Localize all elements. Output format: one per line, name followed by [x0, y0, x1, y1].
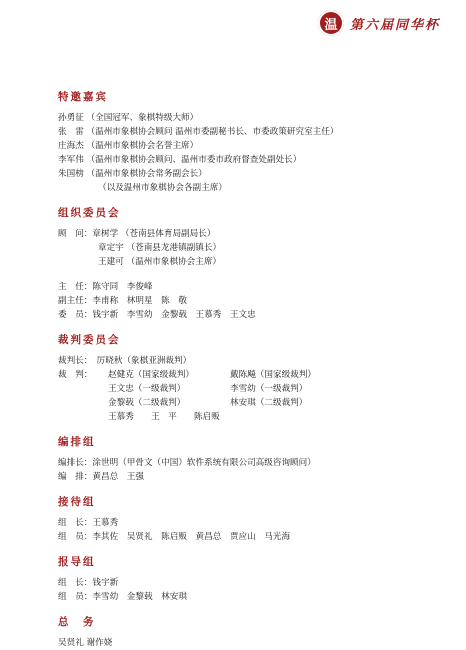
referee-cell: 李雪幼（一级裁判） [230, 384, 308, 394]
general-affairs-line: 吴贤礼 谢作娆 [58, 638, 113, 648]
guest-line: （以及温州市象棋协会各副主席） [98, 183, 227, 193]
section-title-organizing: 组织委员会 [58, 207, 121, 219]
advisor-line [58, 227, 458, 241]
committee-line: 委 员：钱宇新 李雪幼 金黎载 王慕秀 王文忠 [58, 310, 256, 320]
reporting-line: 组 员：李雪幼 金黎载 林安琪 [58, 592, 187, 602]
section-title-reception: 接待组 [58, 496, 96, 508]
committee-line: 主 任：陈守同 李俊峰 [58, 282, 153, 292]
committee-line: 副主任：李甫称 林明星 陈 敬 [58, 296, 187, 306]
advisor-line: 章定宇 （苍南县龙港镇副镇长） [98, 243, 222, 253]
reporting-line: 组 长：钱宇新 [58, 578, 119, 588]
chief-referee-line: 裁判长： 厉晓秋（象棋亚洲裁判） [58, 356, 192, 366]
header-brand [318, 8, 440, 38]
reception-line: 组 员：李其佐 吴贤礼 陈启贩 黄昌总 贾应山 马光海 [58, 532, 291, 542]
section-title-editing: 编排组 [58, 436, 96, 448]
referee-row [58, 396, 458, 410]
advisor-line: 王建可 （温州市象棋协会主席） [98, 257, 222, 267]
referee-cell: 金黎载（二级裁判） [108, 398, 186, 408]
referee-row [58, 410, 458, 424]
referee-label: 裁 判： [58, 370, 93, 380]
referee-row [58, 368, 458, 382]
referee-cell: 王文忠（一级裁判） [108, 384, 186, 394]
editing-line: 编 排：黄昌总 王强 [58, 472, 144, 482]
referee-cell: 林安琪（二级裁判） [230, 398, 308, 408]
advisor-label: 顾 问： [58, 229, 93, 239]
document-body [58, 90, 458, 650]
guest-line: 庄海杰 （温州市象棋协会名誉主席） [58, 141, 199, 151]
guest-line: 孙勇征 （全国冠军、象棋特级大师） [58, 113, 199, 123]
event-title: 第六届同华杯 [350, 17, 441, 33]
referee-cell: 戴陈飚（国家级裁判） [230, 370, 316, 380]
guest-line: 朱国榜 （温州市象棋协会常务副会长） [58, 169, 207, 179]
section-title-reporting: 报导组 [58, 556, 96, 568]
editing-line: 编排长：涂世明（甲骨文（中国）软件系统有限公司高级咨询顾问） [58, 458, 316, 468]
referee-row [58, 382, 458, 396]
section-title-special-guests: 特邀嘉宾 [58, 91, 108, 103]
section-title-general-affairs: 总 务 [58, 616, 96, 628]
logo-seal-icon: 温 [318, 10, 344, 36]
referee-cell: 赵健克（国家级裁判） [108, 370, 194, 380]
reception-line: 组 长：王慕秀 [58, 518, 119, 528]
advisor-name: 章树学 （苍南县体育局副局长） [92, 229, 216, 239]
guest-line: 张 雷 （温州市象棋协会顾问 温州市委副秘书长、市委政策研究室主任） [58, 127, 339, 137]
section-title-referee: 裁判委员会 [58, 334, 121, 346]
referee-cell: 王慕秀 王 平 陈启贩 [108, 412, 220, 422]
guest-line: 李军伟 （温州市象棋协会顾问、温州市委市政府督查处副处长） [58, 155, 302, 165]
